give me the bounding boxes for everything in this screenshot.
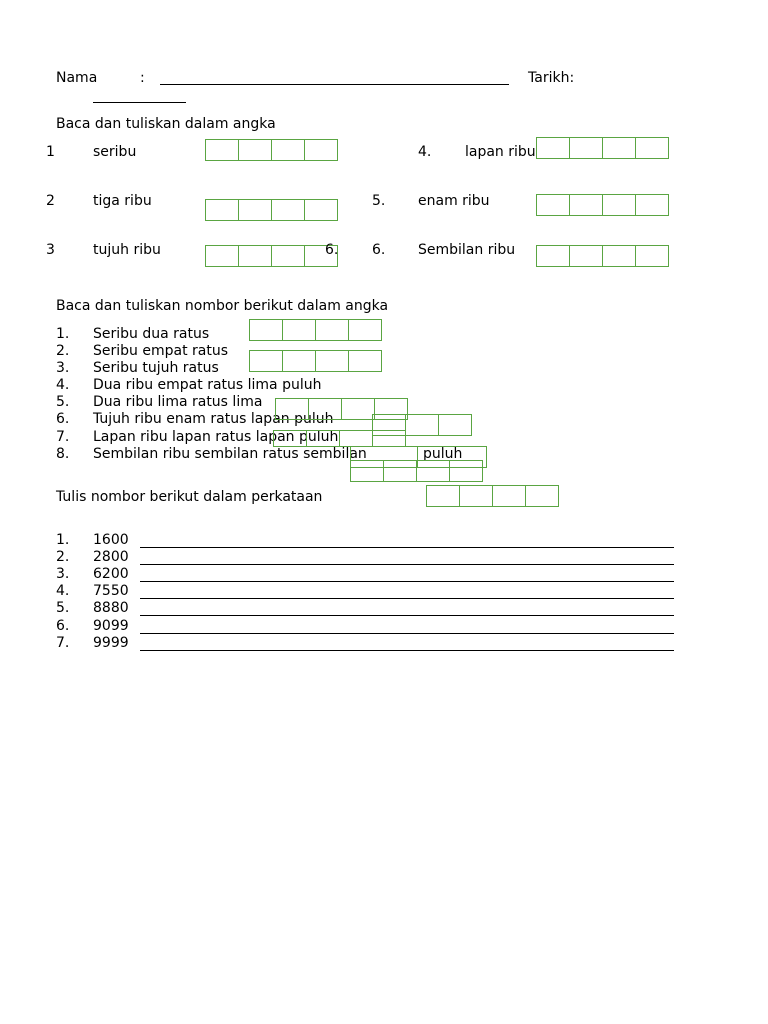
s1-item-1-text: seribu <box>93 144 137 160</box>
digit-box[interactable] <box>383 460 417 482</box>
s2-item-8-answer-boxes[interactable] <box>350 460 483 483</box>
digit-box[interactable] <box>635 194 669 216</box>
s2-item-4-num: 4. <box>56 377 70 393</box>
digit-box[interactable] <box>525 485 559 507</box>
s3-item-3-text: 6200 <box>93 566 129 582</box>
s2-item-2-num: 2. <box>56 343 70 359</box>
digit-box[interactable] <box>315 350 349 372</box>
digit-box[interactable] <box>635 245 669 267</box>
s3-item-4-text: 7550 <box>93 583 129 599</box>
digit-box[interactable] <box>271 139 305 161</box>
s1-item-3-answer-boxes[interactable] <box>205 245 338 268</box>
date-label: Tarikh: <box>528 70 575 86</box>
digit-box[interactable] <box>405 414 439 436</box>
digit-box[interactable] <box>569 245 603 267</box>
s2-item-8-tail: puluh <box>423 446 463 462</box>
digit-box[interactable] <box>205 199 239 221</box>
s1-item-5-num: 5. <box>372 193 386 209</box>
s1-item-6-text: Sembilan ribu <box>418 242 516 258</box>
s3-item-6-text: 9099 <box>93 618 129 634</box>
digit-box[interactable] <box>459 485 493 507</box>
digit-box[interactable] <box>569 194 603 216</box>
digit-box[interactable] <box>306 430 340 447</box>
section2-title: Baca dan tuliskan nombor berikut dalam angka <box>56 298 389 314</box>
digit-box[interactable] <box>536 194 570 216</box>
s3-item-3-answer-line[interactable] <box>140 581 674 582</box>
s2-item-1-num: 1. <box>56 326 70 342</box>
digit-box[interactable] <box>449 460 483 482</box>
digit-box[interactable] <box>315 319 349 341</box>
s2-item-6-text: Tujuh ribu enam ratus lapan puluh <box>93 411 334 427</box>
s2-item-8-text: Sembilan ribu sembilan ratus sembilan <box>93 446 367 462</box>
digit-box[interactable] <box>438 414 472 436</box>
digit-box[interactable] <box>348 350 382 372</box>
digit-box[interactable] <box>536 245 570 267</box>
digit-box[interactable] <box>238 199 272 221</box>
s3-item-5-text: 8880 <box>93 600 129 616</box>
s1-item-6-num: 6. <box>372 242 386 258</box>
digit-box[interactable] <box>602 245 636 267</box>
digit-box[interactable] <box>635 137 669 159</box>
s2-item-1-text: Seribu dua ratus <box>93 326 210 342</box>
digit-box[interactable] <box>426 485 460 507</box>
s1-item-4-num: 4. <box>418 144 432 160</box>
s1-item-3-num: 3 <box>46 242 55 258</box>
digit-box[interactable] <box>282 319 316 341</box>
s1-item-4-text: lapan ribu <box>465 144 536 160</box>
s1-item-2-text: tiga ribu <box>93 193 152 209</box>
digit-box[interactable] <box>308 398 342 420</box>
s3-item-4-num: 4. <box>56 583 70 599</box>
s3-item-5-answer-line[interactable] <box>140 615 674 616</box>
s2-item-2-text: Seribu empat ratus <box>93 343 229 359</box>
s2-item-7-num: 7. <box>56 429 70 445</box>
s1-item-2-num: 2 <box>46 193 55 209</box>
digit-box[interactable] <box>348 319 382 341</box>
s3-item-6-num: 6. <box>56 618 70 634</box>
digit-box[interactable] <box>282 350 316 372</box>
s2-item-3-num: 3. <box>56 360 70 376</box>
digit-box[interactable] <box>341 398 375 420</box>
s1-item-1-answer-boxes[interactable] <box>205 139 338 162</box>
digit-box[interactable] <box>238 245 272 267</box>
s1-item-2-answer-boxes[interactable] <box>205 199 338 222</box>
s3-item-6-answer-line[interactable] <box>140 633 674 634</box>
s1-stray-num: 6. <box>325 242 339 258</box>
digit-box[interactable] <box>271 245 305 267</box>
digit-box[interactable] <box>492 485 526 507</box>
digit-box[interactable] <box>205 245 239 267</box>
s1-item-5-answer-boxes[interactable] <box>536 194 669 217</box>
s3-item-2-num: 2. <box>56 549 70 565</box>
digit-box[interactable] <box>350 460 384 482</box>
name-label: Nama <box>56 70 98 86</box>
digit-box[interactable] <box>602 137 636 159</box>
digit-box[interactable] <box>569 137 603 159</box>
s1-item-3-text: tujuh ribu <box>93 242 161 258</box>
s2-item-4-text: Dua ribu empat ratus lima puluh <box>93 377 322 393</box>
s2-item-2-answer-boxes[interactable] <box>249 350 382 373</box>
s3-item-2-answer-line[interactable] <box>140 564 674 565</box>
digit-box[interactable] <box>304 199 338 221</box>
digit-box[interactable] <box>304 139 338 161</box>
s3-item-1-num: 1. <box>56 532 70 548</box>
s3-item-2-text: 2800 <box>93 549 129 565</box>
s1-item-6-answer-boxes[interactable] <box>536 245 669 268</box>
digit-box[interactable] <box>271 199 305 221</box>
s3-item-1-answer-line[interactable] <box>140 547 674 548</box>
section1-title: Baca dan tuliskan dalam angka <box>56 116 276 132</box>
s2-item-7-text: Lapan ribu lapan ratus lapan puluh <box>93 429 339 445</box>
s3-item-7-num: 7. <box>56 635 70 651</box>
s3-item-5-num: 5. <box>56 600 70 616</box>
s3-item-7-text: 9999 <box>93 635 129 651</box>
s2-item-7-answer-boxes[interactable] <box>273 430 406 447</box>
s2-item-5-num: 5. <box>56 394 70 410</box>
s2-item-8-num: 8. <box>56 446 70 462</box>
date-line[interactable] <box>93 102 186 103</box>
digit-box[interactable] <box>275 398 309 420</box>
digit-box[interactable] <box>416 460 450 482</box>
s3-item-3-num: 3. <box>56 566 70 582</box>
digit-box[interactable] <box>238 139 272 161</box>
section3-title: Tulis nombor berikut dalam perkataan <box>56 489 323 505</box>
s3-item-7-answer-line[interactable] <box>140 650 674 651</box>
name-line[interactable] <box>160 84 509 85</box>
s2-item-5-text: Dua ribu lima ratus lima <box>93 394 263 410</box>
digit-box[interactable] <box>249 319 283 341</box>
s1-item-4-answer-boxes[interactable] <box>536 137 669 160</box>
digit-box[interactable] <box>372 430 406 447</box>
s2-item-6-num: 6. <box>56 411 70 427</box>
s3-item-1-text: 1600 <box>93 532 129 548</box>
s1-item-5-text: enam ribu <box>418 193 490 209</box>
s3-answer-boxes[interactable] <box>426 485 559 508</box>
digit-box[interactable] <box>602 194 636 216</box>
s3-item-4-answer-line[interactable] <box>140 598 674 599</box>
digit-box[interactable] <box>249 350 283 372</box>
s2-item-1-answer-boxes[interactable] <box>249 319 382 342</box>
s2-item-3-text: Seribu tujuh ratus <box>93 360 219 376</box>
s1-item-1-num: 1 <box>46 144 55 160</box>
name-colon: : <box>140 70 145 86</box>
digit-box[interactable] <box>205 139 239 161</box>
digit-box[interactable] <box>273 430 307 447</box>
digit-box[interactable] <box>339 430 373 447</box>
digit-box[interactable] <box>536 137 570 159</box>
